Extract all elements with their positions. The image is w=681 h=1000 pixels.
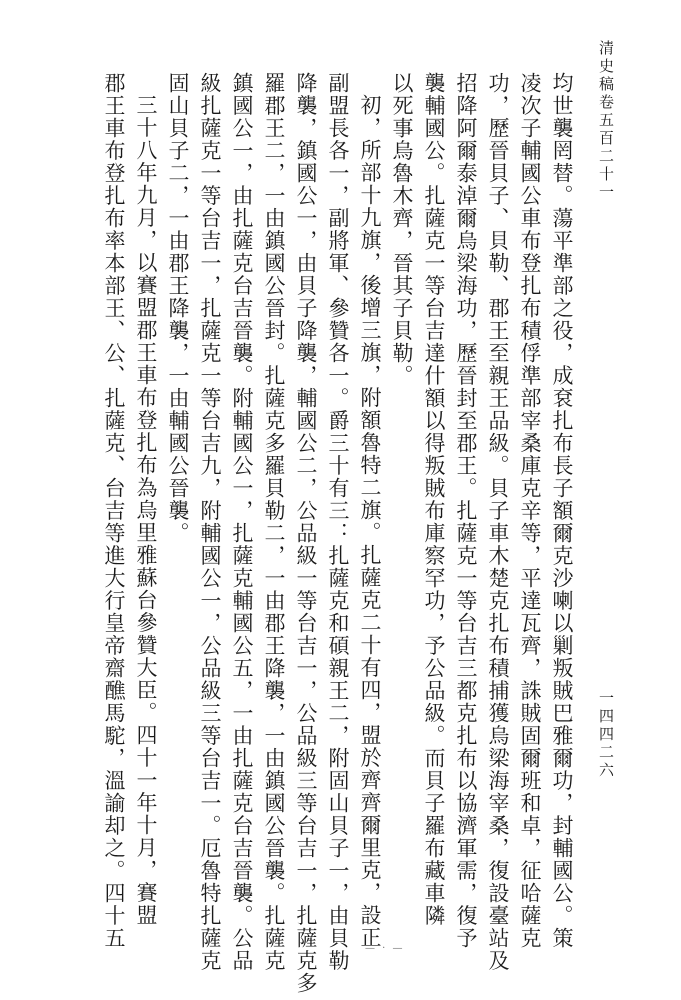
page-number: 一四四二六 bbox=[597, 690, 615, 780]
footer-mark: — · — bbox=[365, 943, 405, 954]
text-column-4: 招降阿爾泰淖爾烏梁海功，歷晉封至郡王。扎薩克一等台吉三都克扎布以協濟軍需，復予 bbox=[454, 72, 478, 950]
text-body bbox=[92, 72, 582, 995]
text-column-7: 初，所部十九旗，後增三旗，附額魯特二旗。扎薩克二十有四，盟於齊齊爾里克，設正 bbox=[358, 94, 382, 949]
text-column-6: 以死事烏魯木齊，晉其子貝勒。 bbox=[390, 72, 414, 387]
text-column-3: 功，歷晉貝子、貝勒、郡王至親王品級。貝子車木楚克扎布積捕獲烏梁海宰桑，復設臺站及 bbox=[486, 72, 510, 972]
text-column-2: 凌次子輔國公車布登扎布積俘準部宰桑庫克辛等，平達瓦齊，誅賊固爾班和卓，征哈薩克 bbox=[518, 72, 542, 950]
text-column-9: 降襲，鎮國公一，由貝子降襲，輔國公二，公品級一等台吉一，公品級三等台吉一，扎薩克多 bbox=[294, 72, 318, 995]
text-column-10: 羅郡王二，一由鎮國公晉封。扎薩克多羅貝勒二，一由郡王降襲，一由鎮國公晉襲。扎薩克 bbox=[262, 72, 286, 972]
text-column-14: 三十八年九月，以賽盟郡王車布登扎布為烏里雅蘇台參贊大臣。四十一年十月，賽盟 bbox=[134, 94, 158, 927]
text-column-15: 郡王車布登扎布率本部王、公、扎薩克、台吉等進大行皇帝齋醮馬駝，溫諭却之。四十五 bbox=[102, 72, 126, 950]
book-title-header: 清史稿卷五百二十一 bbox=[597, 40, 615, 202]
text-column-13: 固山貝子二，一由郡王降襲，一由輔國公晉襲。 bbox=[166, 72, 190, 545]
text-column-11: 鎮國公一，由扎薩克台吉晉襲。附輔國公一，扎薩克輔國公五，一由扎薩克台吉晉襲。公品 bbox=[230, 72, 254, 972]
text-column-5: 襲輔國公。扎薩克一等台吉達什額以得叛賊布庫察罕功，予公品級。而貝子羅布藏車隣 bbox=[422, 72, 446, 927]
text-column-12: 級扎薩克一等台吉一，扎薩克一等台吉九，附輔國公一，公品級三等台吉一。厄魯特扎薩克 bbox=[198, 72, 222, 972]
text-column-8: 副盟長各一，副將軍、參贊各一。爵三十有三：扎薩克和碩親王二，附固山貝子一，由貝勒 bbox=[326, 72, 350, 972]
text-column-1: 均世襲罔替。蕩平準部之役，成袞扎布長子額爾克沙喇以剿叛賊巴雅爾功，封輔國公。策 bbox=[550, 72, 574, 950]
